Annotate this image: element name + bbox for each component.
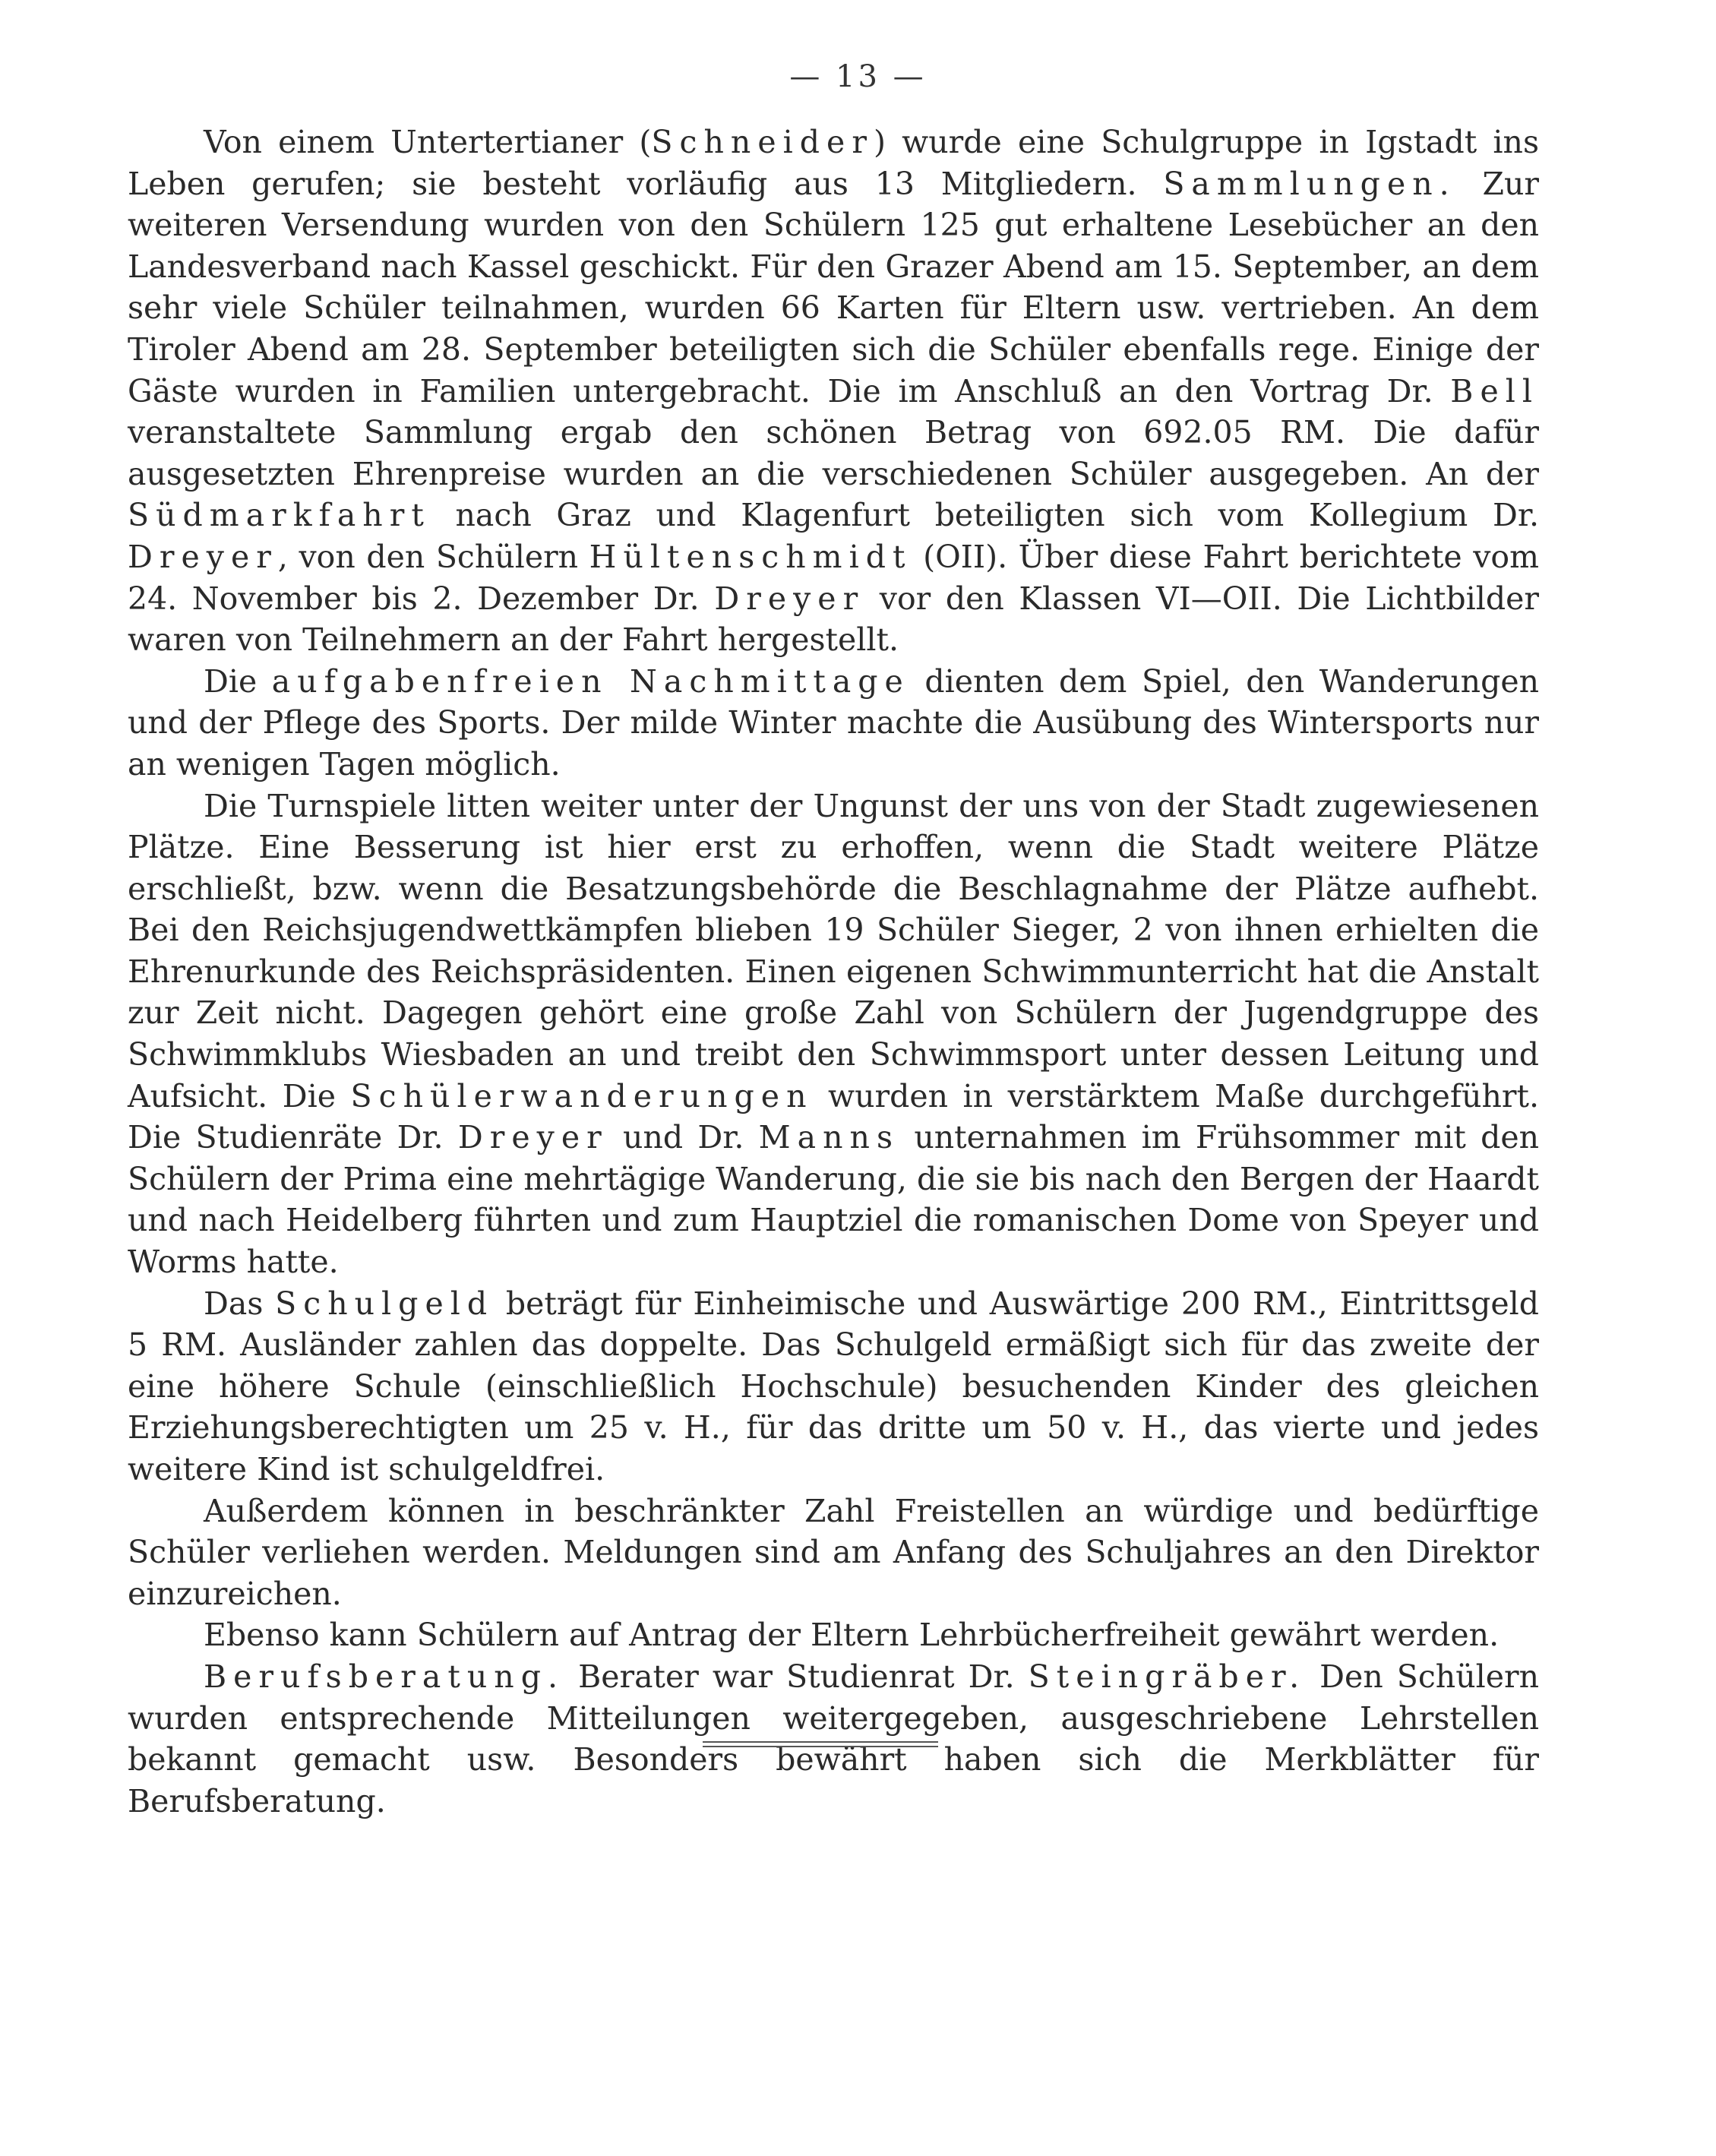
body-text <box>128 122 1539 1822</box>
spaced-name: Steingräber. <box>1028 1658 1307 1695</box>
spaced-name: Dreyer <box>457 1119 608 1156</box>
paragraph-free-afternoons: Die aufgabenfreien Nachmittage dienten dem Spiel, den Wanderungen und der Pflege des Sports. Der milde Winter machte die Ausübung des Wintersports nur an wenigen Tagen möglich. <box>128 662 1539 782</box>
section-keyword: aufgabenfreien Nachmittage <box>271 662 910 700</box>
end-rule-bottom <box>703 1746 938 1747</box>
spaced-name: Bell <box>1450 372 1539 409</box>
paragraph-career-counseling: Berufsberatung. Berater war Studienrat Dr. Steingräber. Den Schülern wurden entsprechende Mitteilungen weitergegeben, ausgeschriebene Lehrstellen bekannt gemacht usw. Besonders bewährt haben sich die Merkblätter für Berufsberatung. <box>128 1658 1540 1819</box>
spaced-name: Dreyer <box>714 580 865 617</box>
section-keyword: Schulgeld <box>275 1285 495 1322</box>
section-keyword: Schülerwanderungen <box>350 1077 814 1114</box>
paragraph-school-group-collections: Von einem Untertertianer (Schneider) wurde eine Schulgruppe in Igstadt ins Leben gerufen; sie besteht vorläufig aus 13 Mitgliedern. Sammlungen. Zur weiteren Versendung wurden von den Schülern 125 gut erhaltene Lesebücher an den Landesverband nach Kassel geschickt. Für den Grazer Abend am 15. September, an dem sehr viele Schüler teilnahmen, wurden 66 Karten für Eltern usw. vertrieben. An dem Tiroler Abend am 28. September beteiligten sich die Schüler ebenfalls rege. Einige der Gäste wurden in Familien untergebracht. Die im Anschluß an den Vortrag Dr. Bell veranstaltete Sammlung ergab den schönen Betrag von 692.05 RM. Die dafür ausgesetzten Ehrenpreise wurden an die verschiedenen Schüler ausgegeben. An der Südmarkfahrt nach Graz und Klagenfurt beteiligten sich vom Kollegium Dr. Dreyer, von den Schülern Hültenschmidt (OII). Über diese Fahrt berichtete vom 24. November bis 2. Dezember Dr. Dreyer vor den Klassen VI—OII. Die Lichtbilder waren von Teilnehmern an der Fahrt hergestellt. <box>128 124 1539 659</box>
spaced-name: Dreyer <box>128 538 278 575</box>
spaced-name: Manns <box>758 1119 900 1156</box>
paragraph-school-fees: Das Schulgeld beträgt für Einheimische und Auswärtige 200 RM., Eintrittsgeld 5 RM. Ausländer zahlen das doppelte. Das Schulgeld ermäßigt sich für das zweite der eine höhere Schule (einschließlich Hochschule) besuchenden Kinder des gleichen Erziehungsberechtigten um 25 v. H., für das dritte um 50 v. H., das vierte und jedes weitere Kind ist schulgeldfrei. <box>128 1285 1539 1487</box>
section-keyword: Südmarkfahrt <box>128 497 431 534</box>
spaced-name: Hültenschmidt <box>589 538 912 575</box>
section-keyword: Sammlungen. <box>1163 165 1456 202</box>
paragraph-sports-hiking: Die Turnspiele litten weiter unter der Ungunst der uns von der Stadt zugewiesenen Plätze. Eine Besserung ist hier erst zu erhoffen, wenn die Stadt weitere Plätze erschließt, bzw. wenn die Besatzungsbehörde die Beschlagnahme der Plätze aufhebt. Bei den Reichsjugendwettkämpfen blieben 19 Schüler Sieger, 2 von ihnen erhielten die Ehrenurkunde des Reichspräsidenten. Einen eigenen Schwimmunterricht hat die Anstalt zur Zeit nicht. Dagegen gehört eine große Zahl von Schülern der Jugendgruppe des Schwimmklubs Wiesbaden an und treibt den Schwimmsport unter dessen Leitung und Aufsicht. Die Schülerwanderungen wurden in verstärktem Maße durchgeführt. Die Studienräte Dr. Dreyer und Dr. Manns unternahmen im Frühsommer mit den Schülern der Prima eine mehrtägige Wanderung, die sie bis nach den Bergen der Haardt und nach Heidelberg führten und zum Hauptziel die romanischen Dome von Speyer und Worms hatte. <box>128 787 1539 1281</box>
spaced-name: Schneider <box>651 124 874 160</box>
page-number: — 13 — <box>789 59 927 94</box>
paragraph-textbook-exemption: Ebenso kann Schülern auf Antrag der Eltern Lehrbücherfreiheit gewährt werden. <box>204 1617 1500 1654</box>
paragraph-free-places: Außerdem können in beschränkter Zahl Freistellen an würdige und bedürftige Schüler verliehen werden. Meldungen sind am Anfang des Schuljahres an den Direktor einzureichen. <box>128 1492 1539 1612</box>
section-keyword: Berufsberatung. <box>204 1658 565 1695</box>
end-rule-top <box>703 1741 938 1743</box>
